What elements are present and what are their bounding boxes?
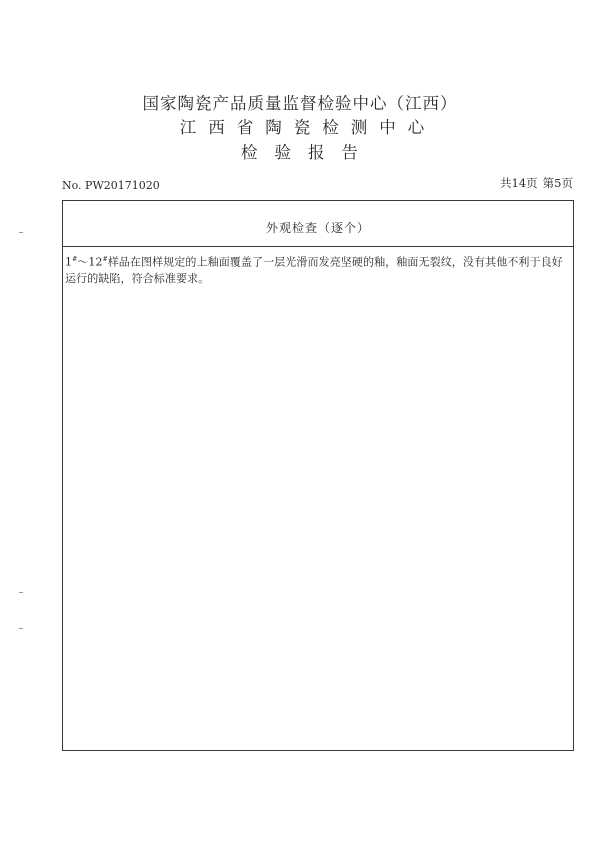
scan-margin-mark xyxy=(19,592,23,593)
current-page: 第5页 xyxy=(542,176,573,190)
sample-range-tilde: ～ xyxy=(77,255,89,269)
page-indicator xyxy=(495,176,573,190)
sample-range-end: 12 xyxy=(88,255,103,269)
report-number: No. PW20171020 xyxy=(62,179,160,192)
sample-range-start-mark: # xyxy=(72,256,78,263)
section-title: 外观检查（逐个） xyxy=(63,211,573,247)
sample-range-end-mark: # xyxy=(102,256,108,263)
total-pages: 共14页 xyxy=(500,176,538,190)
scan-margin-mark xyxy=(19,232,23,233)
org-name-line2: 江西省陶瓷检测中心 xyxy=(179,118,437,137)
org-name-line1: 国家陶瓷产品质量监督检验中心（江西） xyxy=(142,94,458,113)
sample-range-start: 1 xyxy=(65,255,73,269)
inspection-result-text xyxy=(65,252,571,287)
report-content-frame xyxy=(62,200,574,751)
inspection-result-body: 样品在图样规定的上釉面覆盖了一层光滑而发亮坚硬的釉，釉面无裂纹，没有其他不利于良好运行的缺陷，符合标准要求。 xyxy=(65,255,563,285)
scan-margin-mark xyxy=(19,628,23,629)
document-type-title: 检验报告 xyxy=(241,143,375,162)
